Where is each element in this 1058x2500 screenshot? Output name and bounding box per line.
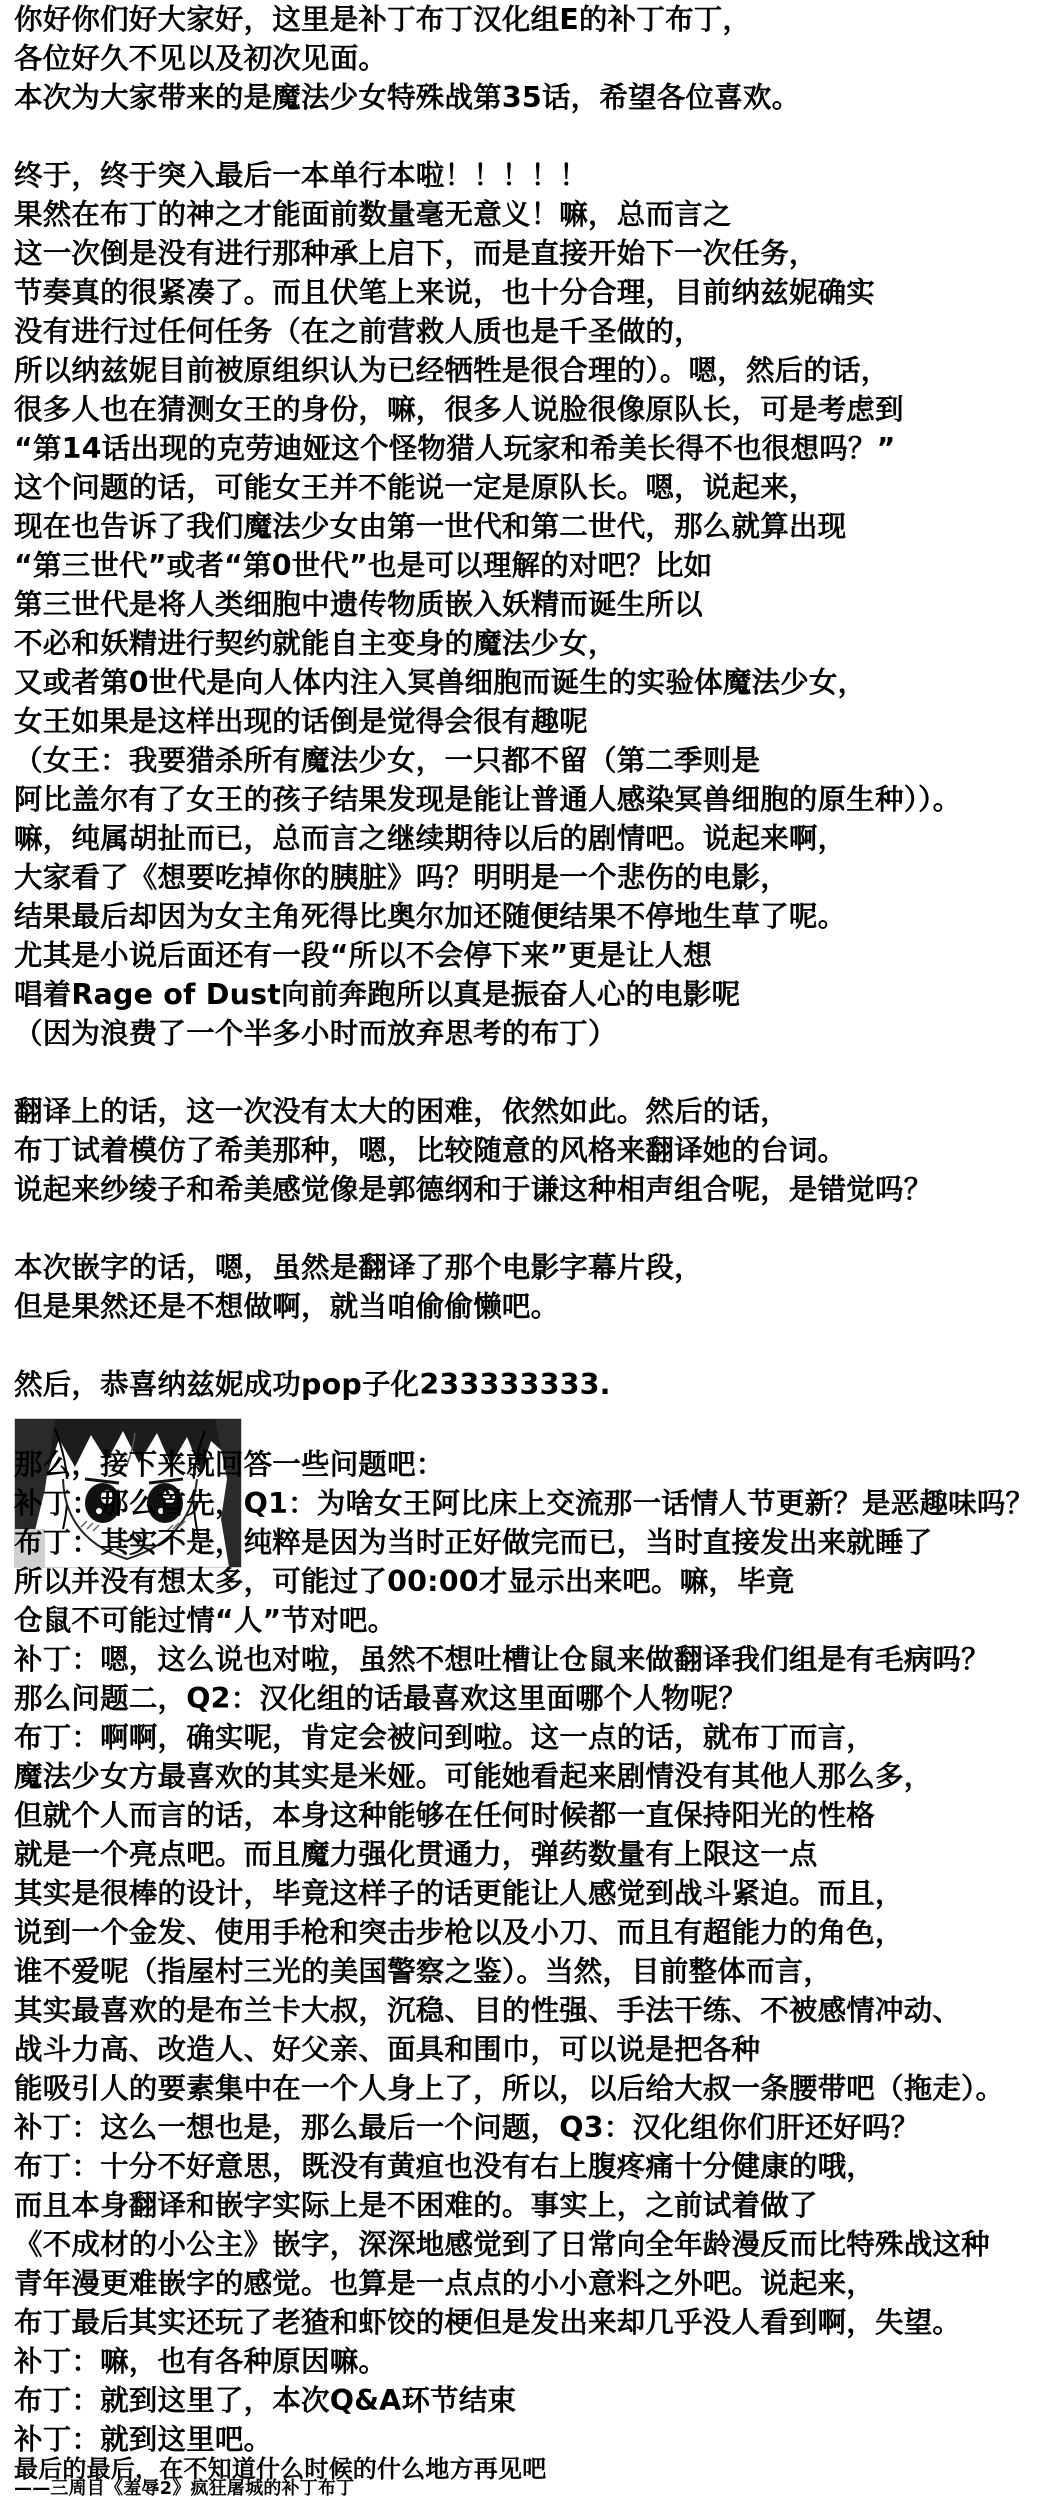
signoff-line: 最后的最后，在不知道什么时候的什么地方再见吧 xyxy=(14,2455,547,2483)
text-line: 补丁：这么一想也是，那么最后一个问题，Q3：汉化组你们肝还好吗？ xyxy=(14,2111,920,2144)
text-line: 没有进行过任何任务（在之前营救人质也是千圣做的， xyxy=(14,315,703,348)
text-line: 布丁：十分不好意思，既没有黄疸也没有右上腹疼痛十分健康的哦， xyxy=(14,2150,876,2183)
text-line: 《不成材的小公主》嵌字，深深地感觉到了日常向全年龄漫反而比特殊战这种 xyxy=(14,2228,990,2261)
text-line: 不必和妖精进行契约就能自主变身的魔法少女， xyxy=(14,627,617,660)
text-line: 战斗力高、改造人、好父亲、面具和围巾，可以说是把各种 xyxy=(14,2033,761,2066)
text-line: 那么，接下来就回答一些问题吧： xyxy=(14,1448,445,1481)
text-line: 现在也告诉了我们魔法少女由第一世代和第二世代，那么就算出现 xyxy=(14,510,847,543)
text-line: 所以纳兹妮目前被原组织认为已经牺牲是很合理的）。嗯，然后的话， xyxy=(14,354,890,387)
text-line: 第三世代是将人类细胞中遗传物质嵌入妖精而诞生所以 xyxy=(14,588,703,621)
text-line: 终于，终于突入最后一本单行本啦！！！！！ xyxy=(14,159,589,192)
text-line: 尤其是小说后面还有一段“所以不会停下来”更是让人想 xyxy=(14,939,712,972)
text-line: 布丁：就到这里了，本次Q&A环节结束 xyxy=(14,2384,517,2417)
text-line: 其实最喜欢的是布兰卡大叔，沉稳、目的性强、手法干练、不被感情冲动、 xyxy=(14,1994,962,2027)
text-line: 又或者第0世代是向人体内注入冥兽细胞而诞生的实验体魔法少女， xyxy=(14,666,867,699)
text-line: 很多人也在猜测女王的身份，嘛，很多人说脸很像原队长，可是考虑到 xyxy=(14,393,904,426)
text-line: 嘛，纯属胡扯而已，总而言之继续期待以后的剧情吧。说起来啊， xyxy=(14,822,847,855)
text-line: 但就个人而言的话，本身这种能够在任何时候都一直保持阳光的性格 xyxy=(14,1799,876,1832)
text-line: 阿比盖尔有了女王的孩子结果发现是能让普通人感染冥兽细胞的原生种））。 xyxy=(14,783,962,816)
text-line: 谁不爱呢（指屋村三光的美国警察之鉴）。当然，目前整体而言， xyxy=(14,1955,833,1988)
text-line: 而且本身翻译和嵌字实际上是不困难的。事实上，之前试着做了 xyxy=(14,2189,818,2222)
text-line: 各位好久不见以及初次见面。 xyxy=(14,42,388,75)
text-line: 然后，恭喜纳兹妮成功pop子化233333333. xyxy=(14,1368,611,1401)
text-line: 说起来纱绫子和希美感觉像是郭德纲和于谦这种相声组合呢，是错觉吗？ xyxy=(14,1173,933,1206)
text-line: 大家看了《想要吃掉你的胰脏》吗？明明是一个悲伤的电影， xyxy=(14,861,789,894)
text-line: 其实是很棒的设计，毕竟这样子的话更能让人感觉到战斗紧迫。而且， xyxy=(14,1877,904,1910)
text-line: 布丁：啊啊，确实呢，肯定会被问到啦。这一点的话，就布丁而言， xyxy=(14,1721,876,1754)
text-line: 就是一个亮点吧。而且魔力强化贯通力，弹药数量有上限这一点 xyxy=(14,1838,818,1871)
text-line: “第14话出现的克劳迪娅这个怪物猎人玩家和希美长得不也很想吗？” xyxy=(14,432,896,465)
text-line: 那么问题二，Q2：汉化组的话最喜欢这里面哪个人物呢？ xyxy=(14,1682,748,1715)
text-line: 布丁试着模仿了希美那种，嗯，比较随意的风格来翻译她的台词。 xyxy=(14,1134,847,1167)
text-line: 但是果然还是不想做啊，就当咱偷偷懒吧。 xyxy=(14,1290,560,1323)
signoff-signature: ——三周目《羞辱2》疯狂屠城的补丁布丁 xyxy=(14,2478,355,2499)
text-line: 补丁：就到这里吧。 xyxy=(14,2423,273,2456)
text-line: 补丁：嘛，也有各种原因嘛。 xyxy=(14,2345,388,2378)
text-line: 果然在布丁的神之才能面前数量毫无意义！嘛，总而言之 xyxy=(14,198,732,231)
text-line: 补丁：嗯，这么说也对啦，虽然不想吐槽让仓鼠来做翻译我们组是有毛病吗？ xyxy=(14,1643,990,1676)
text-line: 这个问题的话，可能女王并不能说一定是原队长。嗯，说起来， xyxy=(14,471,818,504)
text-line: 布丁：其实不是，纯粹是因为当时正好做完而已，当时直接发出来就睡了 xyxy=(14,1526,933,1559)
text-line: 布丁最后其实还玩了老猹和虾饺的梗但是发出来却几乎没人看到啊，失望。 xyxy=(14,2306,962,2339)
text-line: 节奏真的很紧凑了。而且伏笔上来说，也十分合理，目前纳兹妮确实 xyxy=(14,276,876,309)
text-line: 本次嵌字的话，嗯，虽然是翻译了那个电影字幕片段， xyxy=(14,1251,703,1284)
text-line: 补丁：那么首先，Q1：为啥女王阿比床上交流那一话情人节更新？是恶趣味吗？ xyxy=(14,1487,1035,1520)
text-line: 魔法少女方最喜欢的其实是米娅。可能她看起来剧情没有其他人那么多， xyxy=(14,1760,933,1793)
text-line: 能吸引人的要素集中在一个人身上了，所以，以后给大叔一条腰带吧（拖走）。 xyxy=(14,2072,1005,2105)
text-line: 所以并没有想太多，可能过了00:00才显示出来吧。嘛，毕竟 xyxy=(14,1565,795,1598)
text-line: 仓鼠不可能过情“人”节对吧。 xyxy=(14,1604,397,1637)
text-line: 这一次倒是没有进行那种承上启下，而是直接开始下一次任务， xyxy=(14,237,818,270)
text-line: 女王如果是这样出现的话倒是觉得会很有趣呢 xyxy=(14,705,589,738)
text-line: “第三世代”或者“第0世代”也是可以理解的对吧？比如 xyxy=(14,549,713,582)
text-line: 翻译上的话，这一次没有太大的困难，依然如此。然后的话， xyxy=(14,1095,789,1128)
text-line: 说到一个金发、使用手枪和突击步枪以及小刀、而且有超能力的角色， xyxy=(14,1916,904,1949)
text-line: 本次为大家带来的是魔法少女特殊战第35话，希望各位喜欢。 xyxy=(14,81,801,114)
text-line: 你好你们好大家好，这里是补丁布丁汉化组E的补丁布丁， xyxy=(14,3,752,36)
text-line: 唱着Rage of Dust向前奔跑所以真是振奋人心的电影呢 xyxy=(14,978,741,1011)
text-line: 青年漫更难嵌字的感觉。也算是一点点的小小意料之外吧。说起来， xyxy=(14,2267,876,2300)
text-line: （因为浪费了一个半多小时而放弃思考的布丁） xyxy=(14,1017,617,1050)
text-line: 结果最后却因为女主角死得比奥尔加还随便结果不停地生草了呢。 xyxy=(14,900,847,933)
text-line: （女王：我要猎杀所有魔法少女，一只都不留（第二季则是 xyxy=(14,744,761,777)
